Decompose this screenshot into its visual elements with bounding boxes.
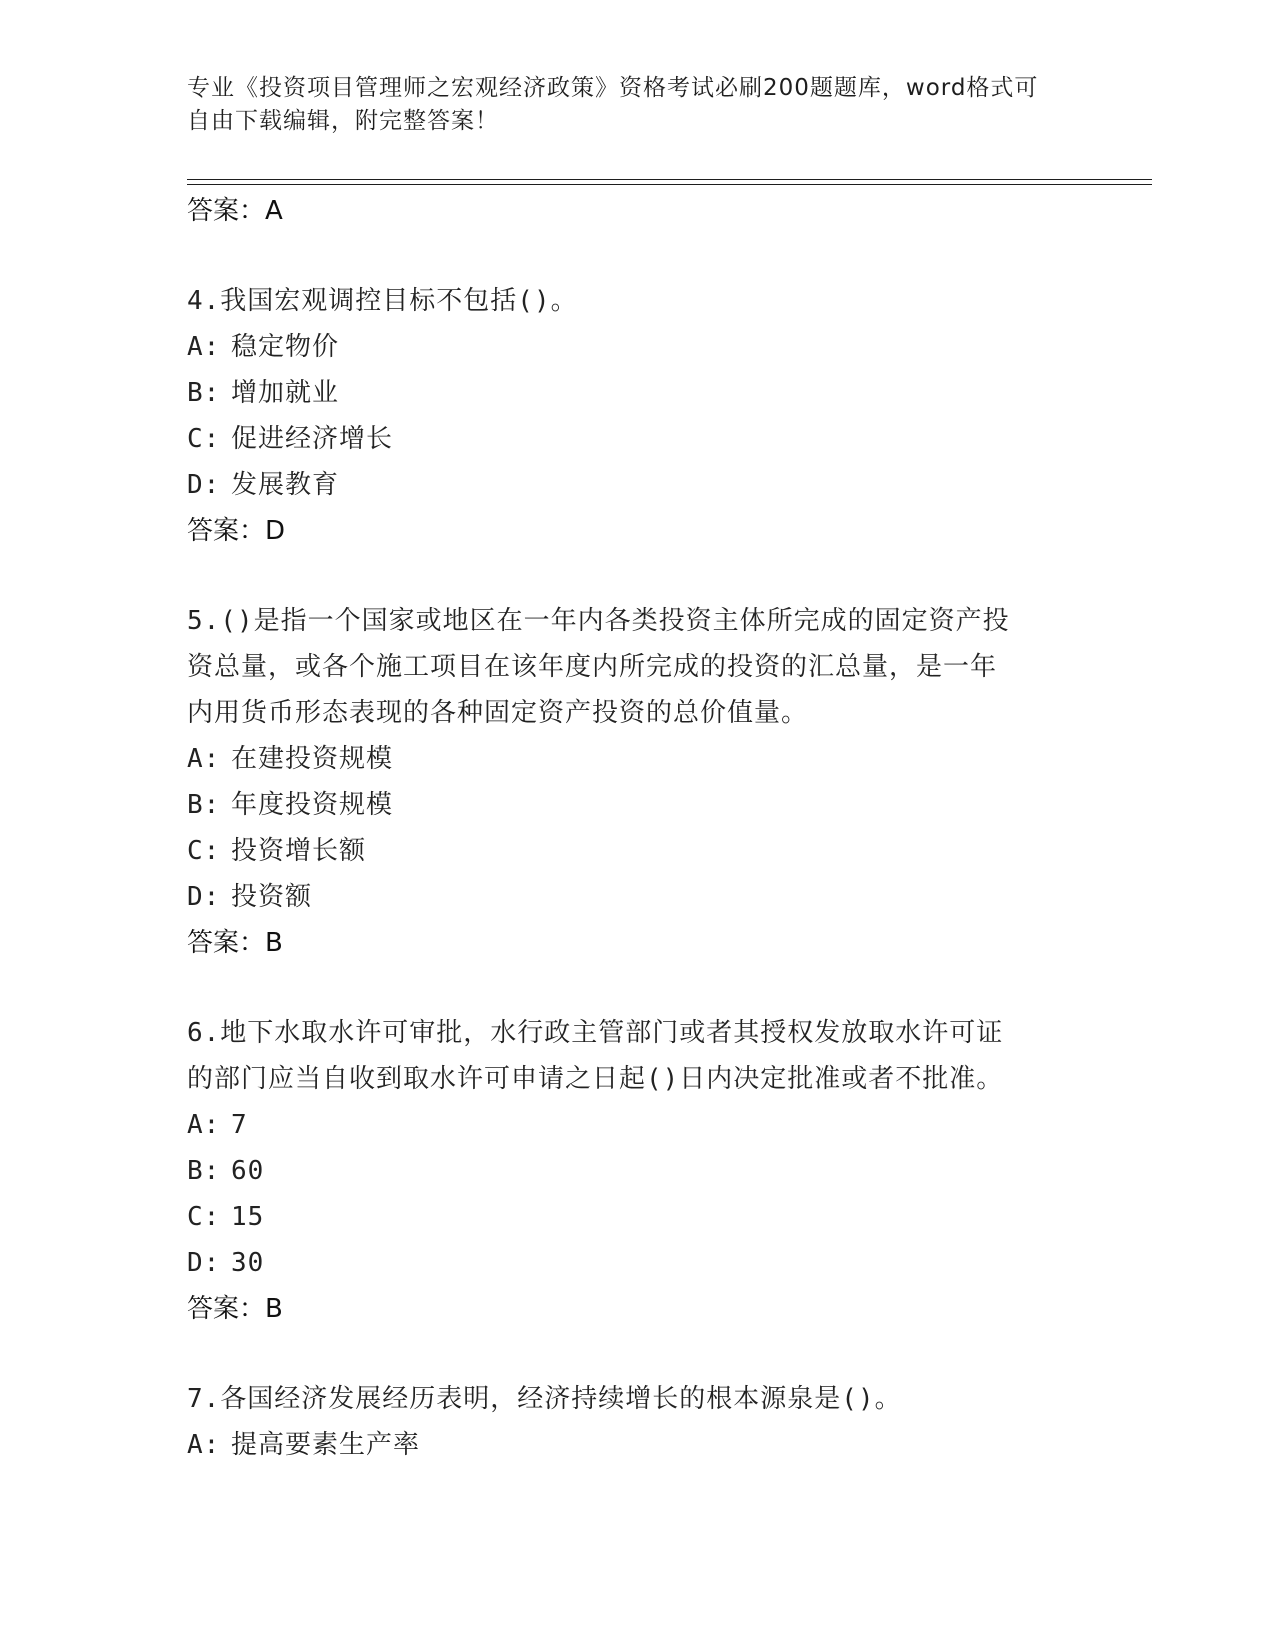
- question-text: 的部门应当自收到取水许可申请之日起()日内决定批准或者不批准。: [187, 1064, 1004, 1094]
- option-key: C:: [187, 836, 221, 866]
- option-b: [187, 782, 1067, 828]
- question-block: [187, 278, 1067, 554]
- option-key: B:: [187, 378, 221, 408]
- document-header: [187, 72, 1067, 138]
- answer-line: 答案：B: [187, 1294, 283, 1324]
- option-text: 稳定物价: [231, 332, 340, 362]
- option-text: 投资增长额: [231, 836, 367, 866]
- option-b: [187, 370, 1067, 416]
- question-block: [187, 1376, 1067, 1468]
- option-text: 30: [231, 1248, 265, 1278]
- question-text: 6.地下水取水许可审批，水行政主管部门或者其授权发放取水许可证: [187, 1018, 1004, 1048]
- option-b: [187, 1148, 1067, 1194]
- option-key: A:: [187, 1110, 221, 1140]
- option-key: D:: [187, 882, 221, 912]
- option-key: C:: [187, 1202, 221, 1232]
- question-list: [187, 188, 1067, 1468]
- option-text: 发展教育: [231, 470, 340, 500]
- header-line-1: 专业《投资项目管理师之宏观经济政策》资格考试必刷200题题库，word格式可: [187, 75, 1039, 101]
- option-a: [187, 1102, 1067, 1148]
- option-text: 60: [231, 1156, 265, 1186]
- option-d: [187, 874, 1067, 920]
- option-text: 投资额: [231, 882, 313, 912]
- header-line-2: 自由下载编辑，附完整答案！: [187, 108, 499, 134]
- answer-line: 答案：D: [187, 516, 286, 546]
- question-text: 内用货币形态表现的各种固定资产投资的总价值量。: [187, 698, 809, 728]
- option-d: [187, 1240, 1067, 1286]
- option-a: [187, 324, 1067, 370]
- option-text: 在建投资规模: [231, 744, 394, 774]
- question-text: 5.()是指一个国家或地区在一年内各类投资主体所完成的固定资产投: [187, 606, 1010, 636]
- option-text: 提高要素生产率: [231, 1430, 421, 1460]
- option-text: 7: [231, 1110, 248, 1140]
- question-block: [187, 1010, 1067, 1332]
- option-key: C:: [187, 424, 221, 454]
- header-rule-top: [187, 179, 1152, 180]
- option-key: A:: [187, 744, 221, 774]
- question-text: 7.各国经济发展经历表明，经济持续增长的根本源泉是()。: [187, 1384, 902, 1414]
- option-a: [187, 736, 1067, 782]
- header-rule-bottom: [187, 184, 1152, 185]
- answer-line: 答案：A: [187, 196, 283, 226]
- option-key: A:: [187, 1430, 221, 1460]
- option-key: B:: [187, 1156, 221, 1186]
- option-a: [187, 1422, 1067, 1468]
- option-key: A:: [187, 332, 221, 362]
- option-key: D:: [187, 1248, 221, 1278]
- option-key: B:: [187, 790, 221, 820]
- option-text: 增加就业: [231, 378, 340, 408]
- option-c: [187, 1194, 1067, 1240]
- question-text: 资总量，或各个施工项目在该年度内所完成的投资的汇总量，是一年: [187, 652, 998, 682]
- option-text: 年度投资规模: [231, 790, 394, 820]
- option-d: [187, 462, 1067, 508]
- answer-line: 答案：B: [187, 928, 283, 958]
- option-c: [187, 416, 1067, 462]
- question-text: 4.我国宏观调控目标不包括()。: [187, 286, 578, 316]
- option-text: 15: [231, 1202, 265, 1232]
- option-key: D:: [187, 470, 221, 500]
- option-text: 促进经济增长: [231, 424, 394, 454]
- option-c: [187, 828, 1067, 874]
- question-block: [187, 598, 1067, 966]
